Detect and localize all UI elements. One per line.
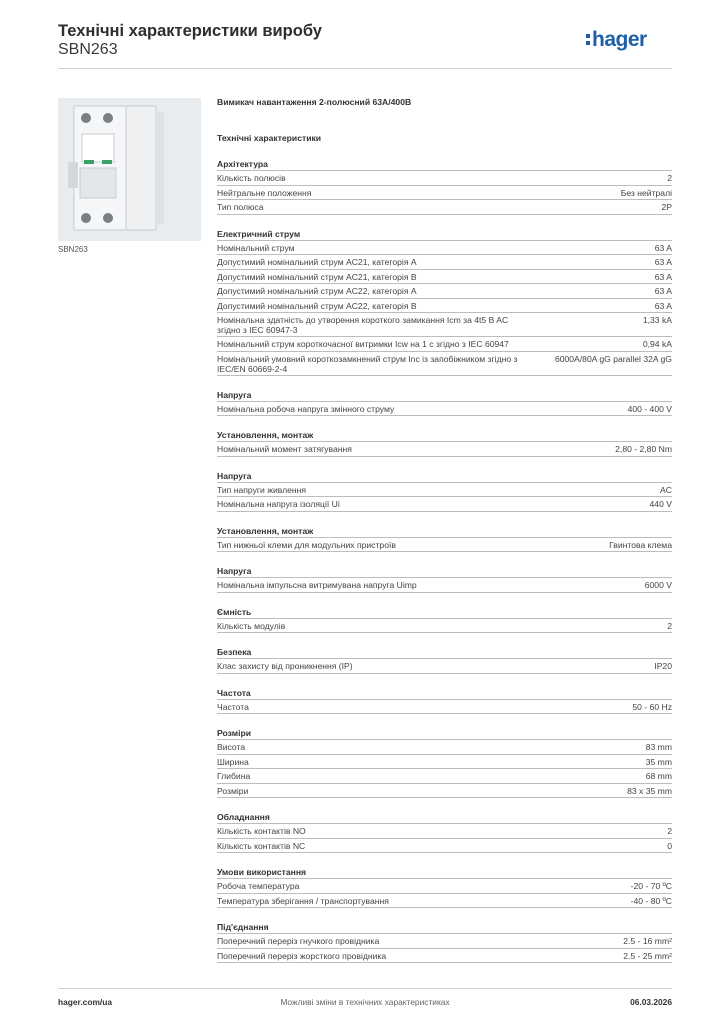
spec-value: 2 <box>667 173 672 183</box>
spec-value: 63 A <box>654 300 672 311</box>
spec-row <box>217 313 672 337</box>
spec-row <box>217 255 672 270</box>
spec-value: -40 - 80 ºC <box>630 895 672 906</box>
footer-note: Можливі зміни в технічних характеристиках <box>280 997 450 1007</box>
spec-value: 2 <box>667 826 672 836</box>
spec-content <box>217 96 672 963</box>
hager-logo-mark <box>586 26 672 54</box>
switch-illustration <box>58 98 201 241</box>
spec-row <box>217 538 672 553</box>
spec-label: Допустимий номінальний струм AC21, категорія A <box>217 257 417 267</box>
spec-row <box>217 755 672 770</box>
spec-value: -20 - 70 ºC <box>630 881 672 891</box>
hager-logo <box>586 26 672 54</box>
spec-row <box>217 769 672 784</box>
product-image <box>58 98 201 241</box>
spec-value: 35 mm <box>645 756 672 767</box>
page-footer <box>58 997 672 1011</box>
spec-section <box>217 606 672 634</box>
page-subtitle: SBN263 <box>58 41 118 58</box>
section-title: Напруга <box>217 389 672 402</box>
spec-value: 440 V <box>649 499 672 509</box>
spec-row <box>217 619 672 634</box>
spec-section <box>217 646 672 674</box>
spec-row <box>217 934 672 949</box>
spec-heading: Технічні характеристики <box>217 133 322 143</box>
spec-value: Без нейтралі <box>620 187 672 198</box>
spec-row <box>217 824 672 839</box>
spec-label: Тип напруги живлення <box>217 484 307 495</box>
spec-section <box>217 470 672 512</box>
spec-section <box>217 921 672 963</box>
spec-label: Тип нижньої клеми для модульних пристроїв <box>217 539 396 550</box>
spec-value: 2 <box>667 620 672 631</box>
section-title: Установлення, монтаж <box>217 525 672 538</box>
spec-row <box>217 402 672 417</box>
spec-section <box>217 228 672 376</box>
section-title: Розміри <box>217 727 672 740</box>
spec-row <box>217 879 672 894</box>
section-title: Напруга <box>217 470 672 483</box>
spec-value: Гвинтова клема <box>609 539 672 550</box>
section-title: Електричний струм <box>217 228 672 241</box>
spec-value: 63 A <box>654 286 672 296</box>
spec-row <box>217 442 672 457</box>
spec-value: 0,94 kA <box>642 339 672 349</box>
spec-label: Номінальна здатність до утворення короткого замикання Icm за 4t5 B AC згідно з IEC 60947-3 <box>217 315 509 335</box>
spec-row <box>217 659 672 674</box>
spec-value: 63 A <box>654 257 672 267</box>
spec-row <box>217 200 672 215</box>
spec-label: Частота <box>217 701 249 712</box>
spec-value: 83 mm <box>645 742 672 752</box>
spec-value: 2.5 - 25 mm² <box>623 950 672 961</box>
spec-row <box>217 483 672 498</box>
spec-section <box>217 866 672 908</box>
spec-label: Номінальний струм <box>217 242 295 253</box>
page-header <box>58 22 672 68</box>
spec-value: 50 - 60 Hz <box>632 701 672 712</box>
spec-row <box>217 740 672 755</box>
spec-row <box>217 299 672 314</box>
spec-section <box>217 158 672 215</box>
spec-value: AC <box>660 484 672 495</box>
footer-divider <box>58 988 672 989</box>
spec-section <box>217 429 672 457</box>
spec-label: Висота <box>217 742 246 752</box>
spec-row <box>217 839 672 854</box>
spec-label: Номінальна робоча напруга змінного струму <box>217 403 395 414</box>
spec-value: 0 <box>667 840 672 851</box>
section-title: Обладнання <box>217 811 672 824</box>
section-title: Напруга <box>217 565 672 578</box>
spec-value: 2.5 - 16 mm² <box>623 936 672 946</box>
spec-label: Номінальна імпульсна витримувана напруга Uimp <box>217 580 417 590</box>
spec-label: Номінальний умовний короткозамкнений струм Inc із запобіжником згідно з IEC/EN 60669-2-4 <box>217 353 518 374</box>
spec-section <box>217 389 672 417</box>
section-title: Частота <box>217 687 672 700</box>
spec-row <box>217 270 672 285</box>
page-title: Технічні характеристики виробу <box>58 22 322 40</box>
section-title: Архітектура <box>217 158 672 171</box>
section-title: Ємність <box>217 606 672 619</box>
spec-value: 2,80 - 2,80 Nm <box>615 444 672 454</box>
svg-text:hager: hager <box>592 28 647 51</box>
spec-value: 400 - 400 V <box>627 403 672 414</box>
spec-value: 83 x 35 mm <box>627 785 672 796</box>
spec-row <box>217 186 672 201</box>
spec-label: Робоча температура <box>217 881 300 891</box>
spec-value: 63 A <box>654 242 672 253</box>
header-divider <box>58 68 672 69</box>
spec-label: Номінальний момент затягування <box>217 444 352 454</box>
spec-value: 68 mm <box>645 771 672 781</box>
spec-row <box>217 497 672 512</box>
spec-row <box>217 337 672 352</box>
spec-label: Допустимий номінальний струм AC22, категорія A <box>217 286 417 296</box>
spec-label: Розміри <box>217 785 249 796</box>
spec-value: 63 A <box>654 271 672 282</box>
spec-label: Номінальна напруга ізоляції Ui <box>217 499 340 509</box>
spec-value: 6000 V <box>644 580 672 590</box>
spec-row <box>217 171 672 186</box>
spec-label: Поперечний переріз жорсткого провідника <box>217 950 387 961</box>
spec-row <box>217 949 672 964</box>
product-description: Вимикач навантаження 2-полюсний 63А/400В <box>217 97 412 107</box>
section-title: Установлення, монтаж <box>217 429 672 442</box>
spec-label: Температура зберігання / транспортування <box>217 895 389 906</box>
spec-label: Ширина <box>217 756 249 767</box>
footer-website[interactable]: hager.com/ua <box>58 997 112 1007</box>
footer-date: 06.03.2026 <box>630 997 672 1007</box>
spec-row <box>217 352 672 376</box>
spec-section <box>217 727 672 798</box>
image-caption: SBN263 <box>58 245 88 254</box>
spec-row <box>217 284 672 299</box>
spec-label: Кількість контактів NC <box>217 840 306 851</box>
spec-row <box>217 578 672 593</box>
spec-label: Глибина <box>217 771 251 781</box>
spec-section <box>217 687 672 715</box>
spec-label: Кількість контактів NO <box>217 826 306 836</box>
spec-section <box>217 811 672 853</box>
spec-row <box>217 894 672 909</box>
spec-value: IP20 <box>654 661 672 671</box>
spec-label: Кількість полюсів <box>217 173 286 183</box>
spec-value: 2P <box>661 202 672 212</box>
spec-value: 1,33 kA <box>642 315 672 325</box>
spec-label: Тип полюса <box>217 202 264 212</box>
spec-section <box>217 525 672 553</box>
spec-label: Клас захисту від проникнення (IP) <box>217 661 353 671</box>
spec-sections <box>217 158 672 963</box>
spec-label: Допустимий номінальний струм AC22, категорія B <box>217 300 417 311</box>
spec-section <box>217 565 672 593</box>
spec-row <box>217 241 672 256</box>
spec-label: Нейтральне положення <box>217 187 312 198</box>
spec-label: Поперечний переріз гнучкого провідника <box>217 936 380 946</box>
spec-row <box>217 784 672 799</box>
spec-row <box>217 700 672 715</box>
spec-label: Номінальний струм короткочасної витримки Icw на 1 с згідно з IEC 60947 <box>217 339 509 349</box>
section-title: Під'єднання <box>217 921 672 934</box>
section-title: Безпека <box>217 646 672 659</box>
spec-value: 6000A/80A gG parallel 32A gG <box>554 353 672 364</box>
section-title: Умови використання <box>217 866 672 879</box>
spec-label: Допустимий номінальний струм AC21, категорія B <box>217 271 417 282</box>
spec-label: Кількість модулів <box>217 620 286 631</box>
